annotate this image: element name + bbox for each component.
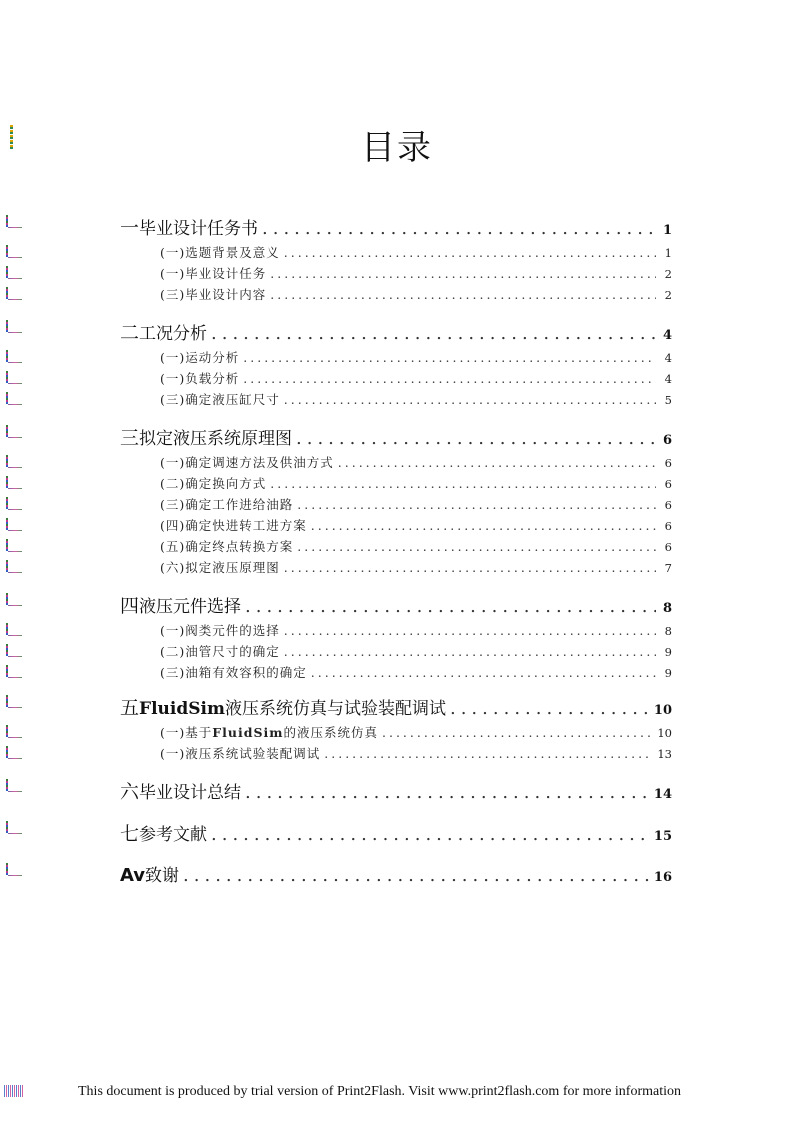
margin-marker <box>4 287 22 301</box>
toc-entry-title: 确定工作进给油路 <box>185 497 294 512</box>
toc-section-row[interactable] <box>160 243 672 261</box>
toc-entry-number: (一) <box>160 266 186 281</box>
toc-entry-title: 确定调速方法及供油方式 <box>185 455 334 470</box>
toc-dot-leader <box>284 623 656 638</box>
toc-chapter-row[interactable] <box>120 423 672 450</box>
toc-page-number: 6 <box>664 456 672 470</box>
toc-entry-title: 致谢 <box>145 866 180 886</box>
toc-dot-leader <box>284 245 656 260</box>
toc-page-number: 6 <box>664 498 672 512</box>
toc-entry-title: 毕业设计任务 <box>185 266 267 281</box>
margin-marker <box>4 245 22 259</box>
toc-page-number: 6 <box>662 433 672 448</box>
toc-dot-leader <box>297 539 656 554</box>
toc-page-number: 4 <box>662 328 672 343</box>
toc-chapter-row[interactable] <box>120 591 672 618</box>
toc-dot-leader <box>311 665 656 680</box>
toc-entry-number: (一) <box>160 725 186 740</box>
toc-entry-number: Av <box>120 865 146 886</box>
toc-dot-leader <box>245 596 656 617</box>
toc-page-number: 15 <box>653 829 672 844</box>
toc-entry-title: 确定液压缸尺寸 <box>185 392 280 407</box>
toc-dot-leader <box>382 725 653 740</box>
toc-entry-number: (二) <box>160 476 186 491</box>
toc-section-row[interactable] <box>160 369 672 387</box>
toc-entry-number: (三) <box>160 665 186 680</box>
toc-entry-title: 工况分析 <box>139 324 208 344</box>
toc-page-number: 4 <box>664 372 672 386</box>
toc-entry-number: (五) <box>160 539 186 554</box>
toc-dot-leader <box>284 392 656 407</box>
margin-marker <box>4 821 22 835</box>
toc-entry-number: 二 <box>120 322 140 344</box>
toc-section-row[interactable] <box>160 723 672 741</box>
margin-marker <box>4 455 22 469</box>
toc-dot-leader <box>338 455 656 470</box>
margin-marker <box>4 371 22 385</box>
toc-entry-title: 油管尺寸的确定 <box>185 644 280 659</box>
margin-marker <box>4 779 22 793</box>
toc-dot-leader <box>211 824 650 845</box>
toc-section-row[interactable] <box>160 744 672 762</box>
trial-version-footer: This document is produced by trial version of Print2Flash. Visit www.print2flash.com for more information <box>78 1084 682 1099</box>
margin-marker <box>4 392 22 406</box>
page-title: 目录 <box>361 128 433 168</box>
toc-chapter-row[interactable] <box>120 861 672 886</box>
toc-page-number: 4 <box>664 351 672 365</box>
toc-entry-number: (一) <box>160 350 186 365</box>
toc-entry-number: 一 <box>120 217 140 239</box>
toc-entry-title: 液压元件选择 <box>139 597 242 617</box>
toc-page-number: 5 <box>664 393 672 407</box>
toc-section-row[interactable] <box>160 642 672 660</box>
toc-page-number: 14 <box>653 787 672 802</box>
margin-marker <box>4 539 22 553</box>
toc-section-row[interactable] <box>160 558 672 576</box>
toc-page-number: 8 <box>662 601 672 616</box>
toc-dot-leader <box>270 266 656 281</box>
toc-entry-title: 拟定液压系统原理图 <box>139 429 293 449</box>
toc-entry-title: 液压系统试验装配调试 <box>185 746 321 761</box>
margin-marker <box>4 350 22 364</box>
toc-section-row[interactable] <box>160 453 672 471</box>
toc-entry-number: (二) <box>160 644 186 659</box>
toc-section-row[interactable] <box>160 516 672 534</box>
toc-page-number: 2 <box>664 267 672 281</box>
toc-dot-leader <box>311 518 656 533</box>
toc-dot-leader <box>183 865 650 886</box>
margin-marker <box>4 746 22 760</box>
toc-entry-number: 三 <box>120 427 140 449</box>
toc-section-row[interactable] <box>160 474 672 492</box>
toc-entry-number: (三) <box>160 497 186 512</box>
toc-entry-title: 确定快进转工进方案 <box>185 518 307 533</box>
toc-section-row[interactable] <box>160 621 672 639</box>
toc-dot-leader <box>450 698 650 719</box>
toc-entry-title: 基于FluidSim的液压系统仿真 <box>185 725 378 740</box>
toc-dot-leader <box>270 287 656 302</box>
toc-page-number: 8 <box>664 624 672 638</box>
toc-dot-leader <box>245 782 650 803</box>
toc-chapter-row[interactable] <box>120 693 672 720</box>
toc-entry-title: 负载分析 <box>185 371 240 386</box>
toc-section-row[interactable] <box>160 390 672 408</box>
toc-entry-number: (三) <box>160 392 186 407</box>
toc-dot-leader <box>324 746 653 761</box>
margin-marker <box>4 725 22 739</box>
toc-section-row[interactable] <box>160 348 672 366</box>
margin-marker <box>4 518 22 532</box>
toc-page-number: 13 <box>657 747 672 761</box>
toc-entry-number: (三) <box>160 287 186 302</box>
toc-section-row[interactable] <box>160 495 672 513</box>
toc-dot-leader <box>243 350 656 365</box>
margin-marker <box>4 320 22 334</box>
margin-marker <box>4 425 22 439</box>
toc-page-number: 9 <box>664 666 672 680</box>
toc-dot-leader <box>284 644 656 659</box>
toc-entry-number: (一) <box>160 746 186 761</box>
toc-entry-number: 四 <box>120 595 140 617</box>
toc-entry-number: (一) <box>160 623 186 638</box>
toc-dot-leader <box>262 218 656 239</box>
margin-marker <box>4 863 22 877</box>
toc-page-number: 6 <box>664 477 672 491</box>
toc-entry-title: 阀类元件的选择 <box>185 623 280 638</box>
margin-marker <box>4 560 22 574</box>
toc-page-number: 1 <box>664 246 672 260</box>
toc-entry-number: (一) <box>160 245 186 260</box>
toc-entry-number: (六) <box>160 560 186 575</box>
print2flash-logo-icon <box>4 1085 24 1097</box>
toc-entry-title: 毕业设计任务书 <box>139 219 259 239</box>
toc-chapter-row[interactable] <box>120 819 672 846</box>
toc-page-number: 7 <box>664 561 672 575</box>
toc-section-row[interactable] <box>160 285 672 303</box>
margin-marker <box>4 266 22 280</box>
toc-page-number: 10 <box>657 726 672 740</box>
toc-dot-leader <box>243 371 656 386</box>
margin-marker <box>4 476 22 490</box>
toc-entry-title: 毕业设计总结 <box>139 783 242 803</box>
toc-dot-leader <box>270 476 656 491</box>
toc-section-row[interactable] <box>160 264 672 282</box>
toc-page-number: 6 <box>664 540 672 554</box>
toc-dot-leader <box>296 428 656 449</box>
toc-page-number: 2 <box>664 288 672 302</box>
margin-marker <box>4 695 22 709</box>
toc-section-row[interactable] <box>160 663 672 681</box>
toc-chapter-row[interactable] <box>120 318 672 345</box>
toc-entry-number: (一) <box>160 455 186 470</box>
toc-entry-number: (四) <box>160 518 186 533</box>
margin-marker <box>4 497 22 511</box>
toc-entry-number: 六 <box>120 781 140 803</box>
toc-entry-title: 油箱有效容积的确定 <box>185 665 307 680</box>
toc-entry-title: 确定换向方式 <box>185 476 267 491</box>
toc-dot-leader <box>297 497 656 512</box>
margin-marker <box>4 665 22 679</box>
toc-dot-leader <box>211 323 656 344</box>
margin-marker <box>4 644 22 658</box>
toc-entry-title: 参考文献 <box>139 825 208 845</box>
toc-entry-number: 七 <box>120 823 140 845</box>
margin-marker <box>4 593 22 607</box>
toc-section-row[interactable] <box>160 537 672 555</box>
margin-marker <box>4 623 22 637</box>
toc-entry-number: (一) <box>160 371 186 386</box>
toc-entry-title: 运动分析 <box>185 350 240 365</box>
toc-page-number: 9 <box>664 645 672 659</box>
toc-entry-title: FluidSim液压系统仿真与试验装配调试 <box>139 699 446 719</box>
toc-page-number: 6 <box>664 519 672 533</box>
margin-marker <box>4 215 22 229</box>
toc-entry-title: 毕业设计内容 <box>185 287 267 302</box>
toc-page-number: 16 <box>653 870 672 885</box>
toc-dot-leader <box>284 560 656 575</box>
toc-page-number: 1 <box>662 223 672 238</box>
toc-entry-title: 拟定液压原理图 <box>185 560 280 575</box>
toc-chapter-row[interactable] <box>120 777 672 804</box>
toc-entry-title: 选题背景及意义 <box>185 245 280 260</box>
toc-entry-number: 五 <box>120 697 140 719</box>
toc-chapter-row[interactable] <box>120 213 672 240</box>
toc-page-number: 10 <box>653 703 672 718</box>
toc-entry-title: 确定终点转换方案 <box>185 539 294 554</box>
